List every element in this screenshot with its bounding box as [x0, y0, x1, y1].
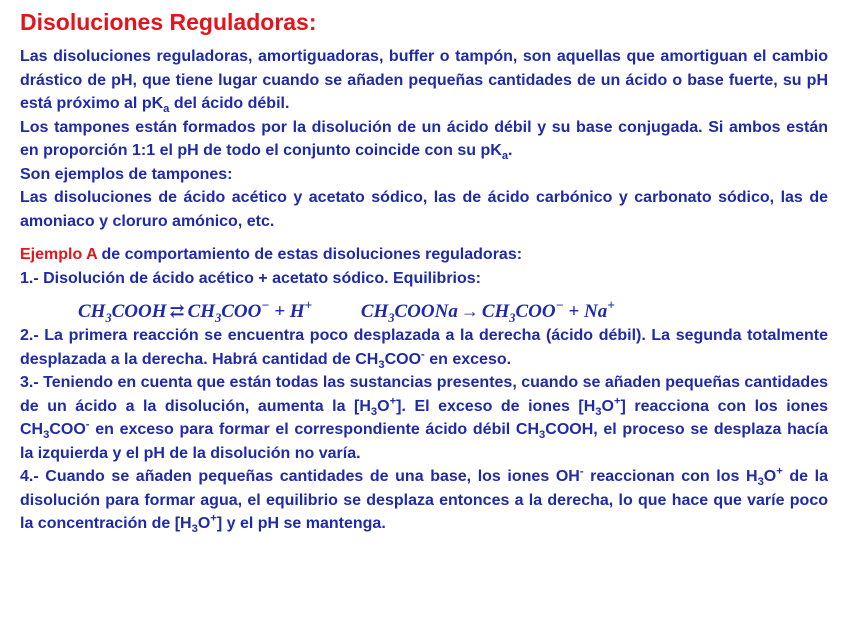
step3-text-b: O [377, 397, 390, 415]
intro-p2-subscript: a [501, 150, 509, 163]
equilibria-equations [78, 299, 828, 324]
eq2-product-1-sub: 3 [509, 310, 516, 325]
step4-text-f: ] y el pH se mantenga. [216, 515, 386, 532]
eq2-product-1: CH [481, 301, 510, 322]
step3-text-c: ]. El exceso de iones [H [396, 397, 596, 415]
step-1: 1.- Disolución de ácido acético + acetato sódico. Equilibrios: [20, 269, 481, 287]
example-label: Ejemplo A [20, 246, 98, 263]
step3-text-g: en exceso para formar el correspondiente ácido débil CH [89, 421, 540, 438]
equation-acetic-acid [78, 299, 312, 324]
spacer [20, 233, 828, 243]
intro-p1-subscript: a [163, 103, 170, 116]
eq1-product-2-charge: + [304, 297, 313, 313]
eq2-product-2: Na [583, 301, 608, 322]
eq1-reactant-end: COOH [111, 301, 167, 322]
step4-sup-3: + [210, 512, 217, 525]
eq1-product-2: H [289, 301, 305, 322]
step3-sup-2: + [613, 395, 621, 408]
step3-text-d: O [601, 397, 614, 415]
step3-sub-3: 3 [43, 429, 50, 442]
step2-text-c: en exceso. [424, 350, 512, 368]
intro-paragraph-4: Las disoluciones de ácido acético y acetato sódico, las de ácido carbónico y carbonato sódico, las de amoniaco y cloruro amónico, etc. [20, 189, 828, 230]
step4-sub-1: 3 [757, 476, 764, 489]
intro-p1-text-end: del ácido débil. [169, 95, 290, 112]
eq1-reactant: CH [78, 301, 106, 322]
step4-text-c: O [763, 468, 777, 485]
eq1-plus: + [269, 301, 290, 322]
example-heading [20, 243, 828, 267]
step-3 [20, 371, 828, 465]
equation-sodium-acetate [361, 299, 615, 324]
eq1-product-1-end: COO [221, 301, 262, 322]
intro-p2-text: Los tampones están formados por la disolución de un ácido débil y su base conjugada. Si ambos están en proporción 1:1 el pH de todo el conjunto coincide con su pK [20, 118, 828, 159]
eq1-reactant-sub: 3 [105, 310, 112, 325]
step3-text-f: COO [49, 421, 86, 438]
eq2-plus: + [563, 301, 584, 322]
eq2-product-1-charge: − [555, 297, 564, 313]
page-title: Disoluciones Reguladoras: [20, 9, 317, 35]
step3-sup-3: - [85, 418, 90, 431]
step4-sub-2: 3 [191, 523, 198, 536]
intro-p2-text-end: . [508, 142, 513, 159]
step4-text-a: 4.- Cuando se añaden pequeñas cantidades de una base, los iones OH [20, 468, 580, 485]
step2-sup: - [421, 348, 425, 361]
step2-text-a: 2.- La primera reacción se encuentra poco desplazada a la derecha (ácido débil). La segunda totalmente desplazada a la derecha. Habrá cantidad de CH [20, 327, 828, 368]
step3-sub-1: 3 [370, 405, 378, 418]
step4-sup-1: - [579, 465, 584, 478]
eq2-reactant-sub: 3 [388, 310, 395, 325]
eq1-product-1-sub: 3 [215, 310, 222, 325]
eq1-product-1: CH [187, 301, 216, 322]
example-heading-text: de comportamiento de estas disoluciones reguladoras: [97, 246, 523, 263]
eq2-reactant: CH [360, 301, 389, 322]
step2-text-b: COO [384, 350, 422, 368]
step4-text-b: reaccionan con los H [583, 468, 758, 485]
step4-text-d: de la disolución para formar agua, el equilibrio se desplaza entonces a la derecha, lo que hace que varíe poco la concentración de [H [20, 468, 829, 532]
eq1-product-1-charge: − [261, 297, 270, 313]
step4-sup-2: + [776, 465, 783, 478]
intro-p1-text: Las disoluciones reguladoras, amortiguadoras, buffer o tampón, son aquellas que amortiguan el cambio drástico de pH, que tiene lugar cuando se añaden pequeñas cantidades de un ácido o base fuerte, su pH está próximo al pK [20, 48, 828, 112]
eq2-reactant-end: COONa [394, 301, 458, 322]
step4-text-e: O [197, 515, 211, 532]
step2-sub: 3 [378, 358, 385, 371]
step3-text-h: COOH, el proceso se desplaza hacía la izquierda y el pH de la disolución no varía. [20, 421, 829, 462]
eq1-equilibrium-arrow: ⇄ [169, 301, 185, 321]
step3-text-e: ] reacciona con los iones CH [20, 397, 829, 438]
step3-sub-4: 3 [539, 429, 546, 442]
eq2-arrow: → [460, 301, 479, 321]
step3-sup-1: + [389, 395, 397, 408]
step-2 [20, 324, 828, 371]
eq2-product-1-end: COO [515, 301, 556, 322]
eq2-product-2-charge: + [607, 297, 615, 313]
step3-sub-2: 3 [595, 405, 602, 418]
step3-text-a: 3.- Teniendo en cuenta que están todas las sustancias presentes, cuando se añaden pequeñas cantidades de un ácido a la disolución, aumenta la [H [20, 374, 828, 415]
intro-paragraph-3: Son ejemplos de tampones: [20, 165, 233, 183]
step-4 [20, 465, 828, 536]
intro-paragraph-2 [20, 116, 828, 163]
intro-paragraph-1 [20, 45, 828, 116]
